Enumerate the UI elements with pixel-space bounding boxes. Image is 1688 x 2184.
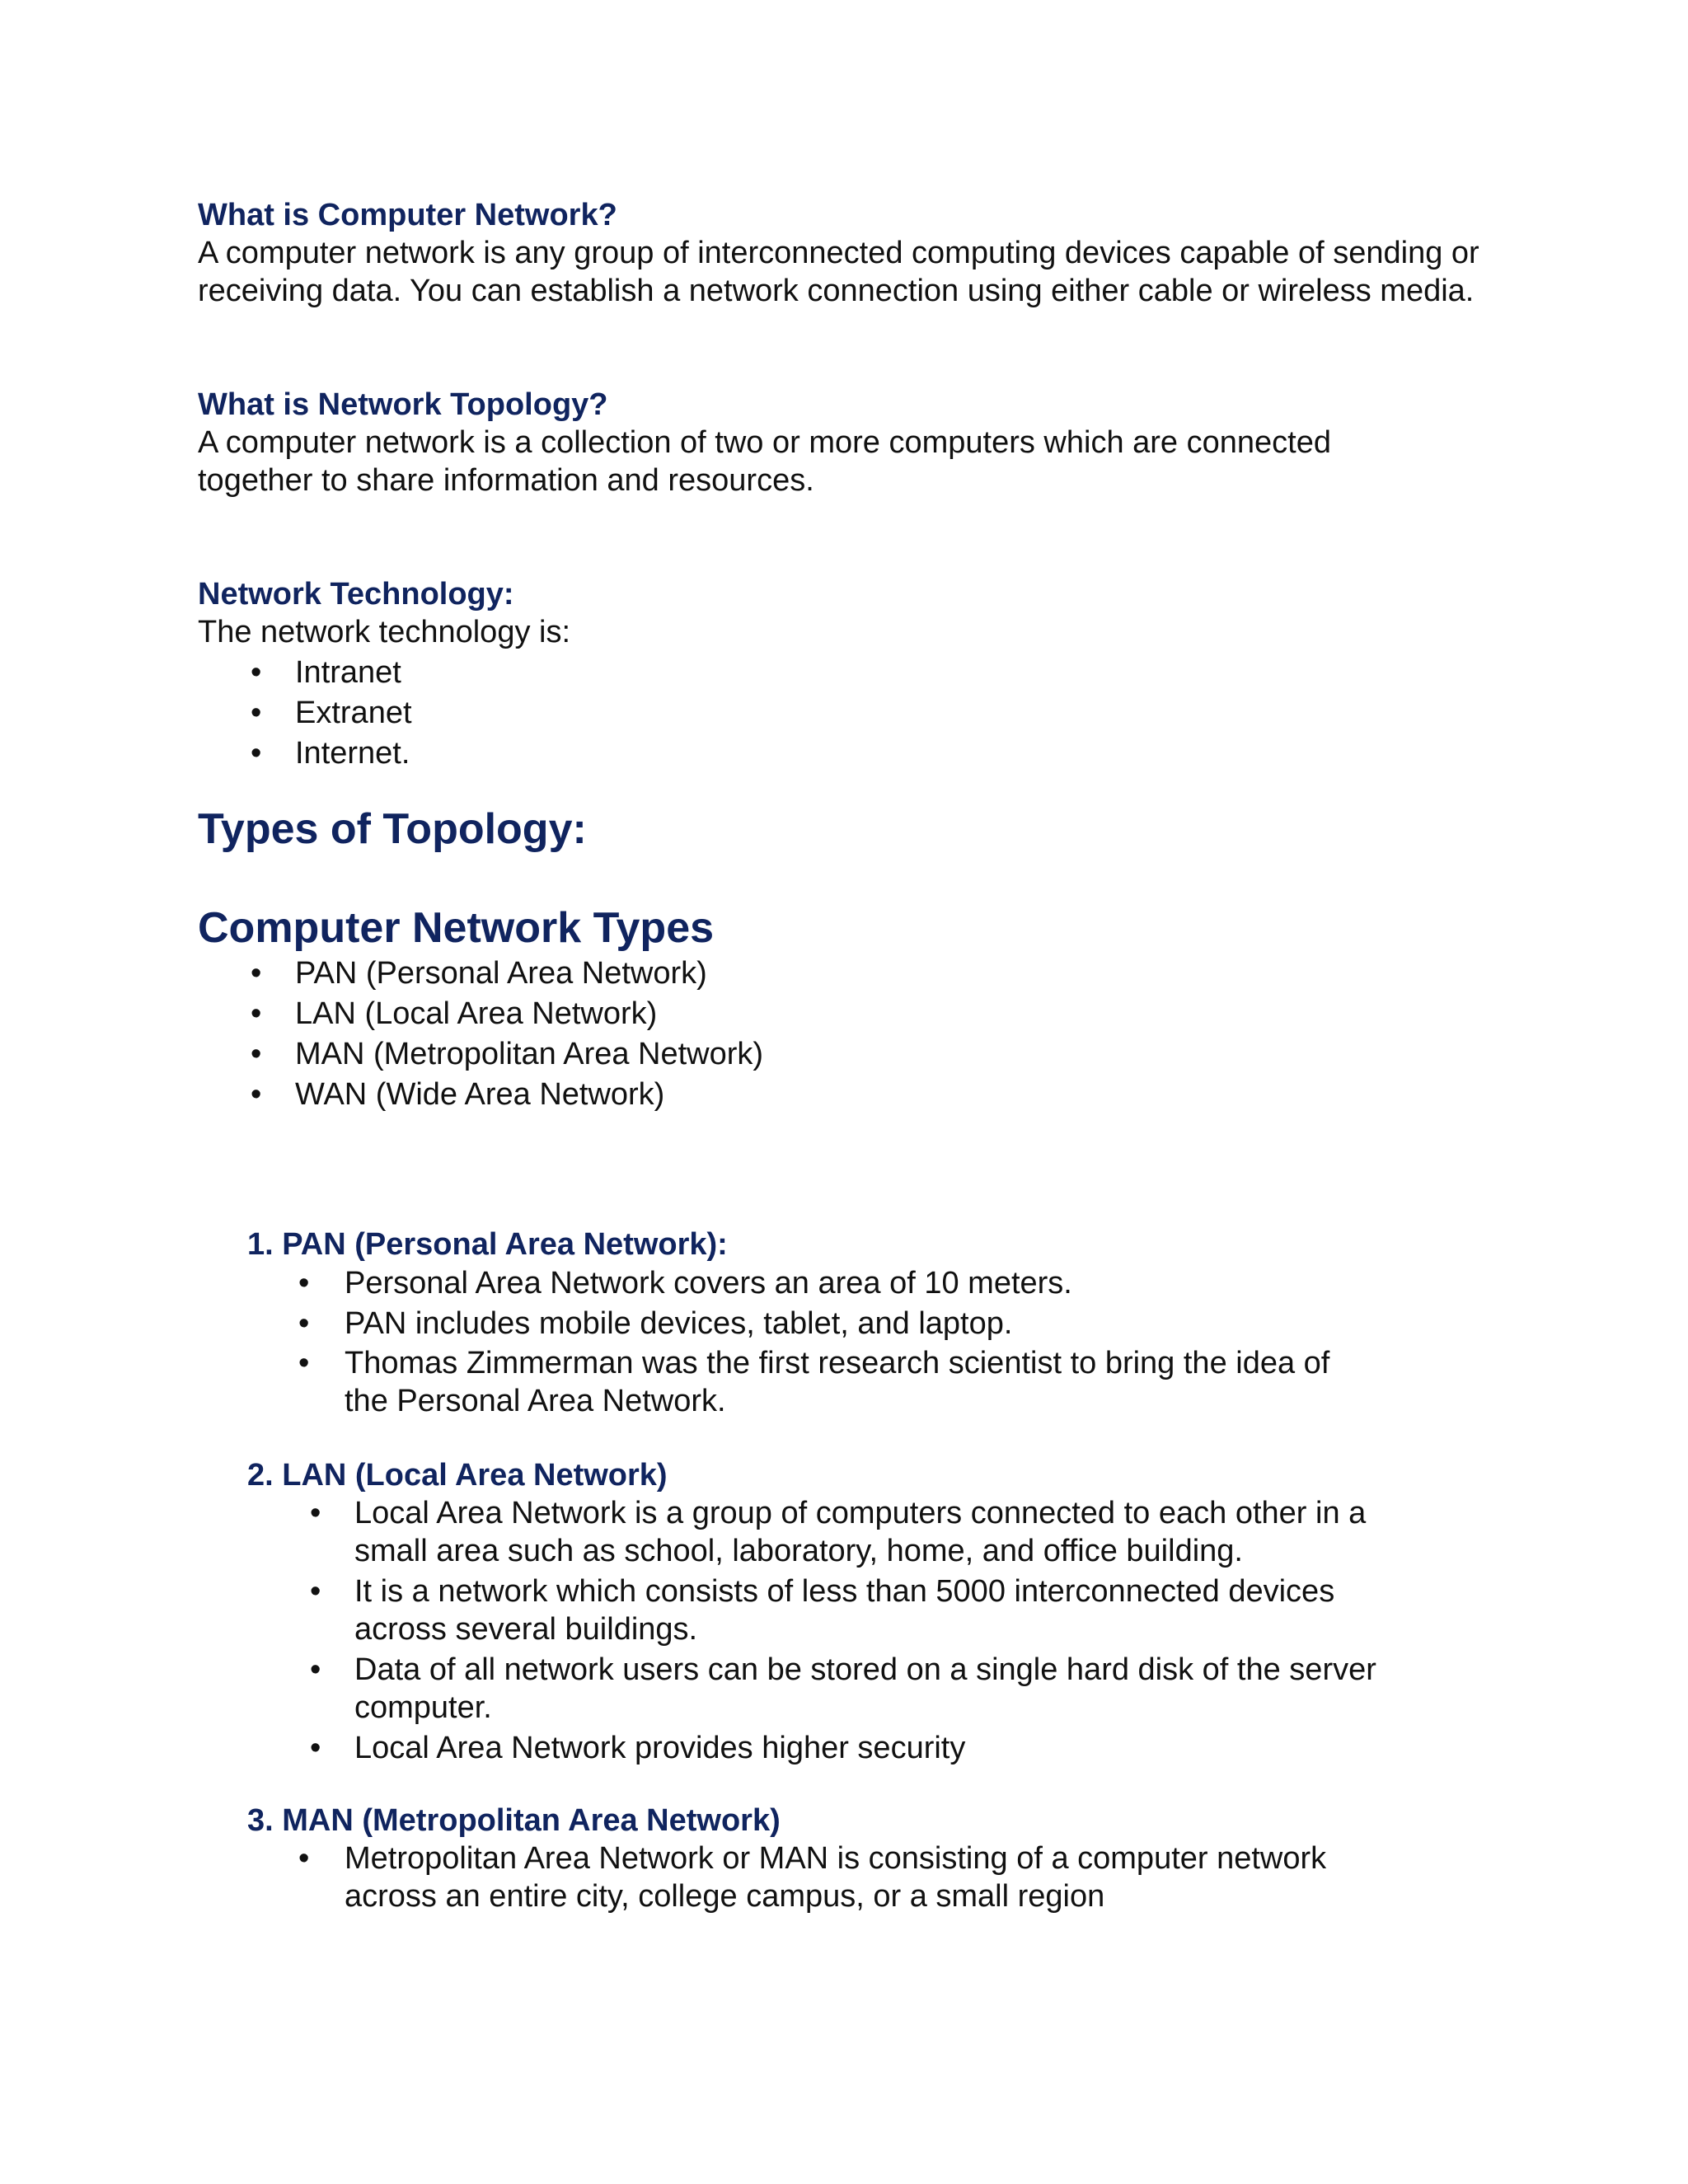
list-item: • Metropolitan Area Network or MAN is consisting of a computer network across an entire city, college campus, or a small region	[298, 1841, 1327, 1914]
section-pan	[247, 1226, 1533, 1420]
paragraph-network-technology-intro: The network technology is:	[198, 615, 571, 649]
bullet-icon: •	[251, 736, 262, 771]
section-lan	[247, 1456, 1533, 1767]
heading-network-technology: Network Technology:	[198, 577, 514, 612]
list-man	[247, 1840, 1533, 1915]
list-item: • PAN (Personal Area Network)	[198, 954, 1533, 994]
list-item: • PAN includes mobile devices, tablet, and laptop.	[247, 1304, 1533, 1344]
bullet-icon: •	[298, 1346, 310, 1380]
section-computer-network-types	[198, 902, 1533, 1115]
section-computer-network	[198, 196, 1533, 310]
bullet-icon: •	[251, 1037, 262, 1071]
bullet-icon: •	[251, 996, 262, 1031]
list-lan	[247, 1494, 1533, 1767]
bullet-icon: •	[298, 1306, 310, 1341]
heading-man: 3. MAN (Metropolitan Area Network)	[247, 1803, 781, 1838]
bullet-icon: •	[251, 1077, 262, 1112]
list-item: • It is a network which consists of less than 5000 interconnected devices across several buildings.	[310, 1574, 1335, 1647]
bullet-icon: •	[298, 1841, 310, 1876]
list-item: • Local Area Network provides higher security	[310, 1731, 966, 1765]
section-network-technology	[198, 575, 1533, 774]
list-item: • WAN (Wide Area Network)	[198, 1075, 1533, 1115]
document-page	[198, 196, 1533, 1915]
heading-types-of-topology: Types of Topology:	[198, 805, 587, 853]
bullet-icon: •	[310, 1652, 321, 1687]
bullet-icon: •	[251, 956, 262, 991]
list-item: • MAN (Metropolitan Area Network)	[198, 1034, 1533, 1075]
list-item: • Personal Area Network covers an area of 10 meters.	[247, 1263, 1533, 1304]
list-item: • Local Area Network is a group of computers connected to each other in a small area such as school, laboratory, home, and office building.	[310, 1496, 1367, 1568]
paragraph-computer-network: A computer network is any group of interconnected computing devices capable of sending or receiving data. You can establish a network connection using either cable or wireless media.	[198, 236, 1479, 308]
section-man	[247, 1802, 1533, 1915]
list-item: • LAN (Local Area Network)	[198, 994, 1533, 1034]
paragraph-network-topology: A computer network is a collection of two or more computers which are connected together to share information and resources.	[198, 425, 1331, 498]
list-computer-network-types	[198, 954, 1533, 1115]
bullet-icon: •	[298, 1266, 310, 1301]
list-item: • Data of all network users can be stored on a single hard disk of the server computer.	[310, 1652, 1376, 1725]
list-item: • Thomas Zimmerman was the first research scientist to bring the idea of the Personal Area Network.	[298, 1346, 1330, 1418]
list-item: • Extranet	[198, 693, 1533, 733]
heading-computer-network-types: Computer Network Types	[198, 904, 715, 952]
list-item: • Internet.	[198, 733, 1533, 774]
bullet-icon: •	[310, 1496, 321, 1530]
bullet-icon: •	[310, 1574, 321, 1609]
list-pan	[247, 1263, 1533, 1420]
heading-network-topology: What is Network Topology?	[198, 387, 608, 422]
section-network-topology	[198, 386, 1533, 499]
list-network-technology	[198, 653, 1533, 774]
bullet-icon: •	[310, 1731, 321, 1765]
heading-pan: 1. PAN (Personal Area Network):	[247, 1227, 728, 1262]
heading-computer-network: What is Computer Network?	[198, 198, 617, 232]
bullet-icon: •	[251, 655, 262, 690]
heading-lan: 2. LAN (Local Area Network)	[247, 1458, 668, 1493]
list-item: • Intranet	[198, 653, 1533, 693]
bullet-icon: •	[251, 696, 262, 730]
